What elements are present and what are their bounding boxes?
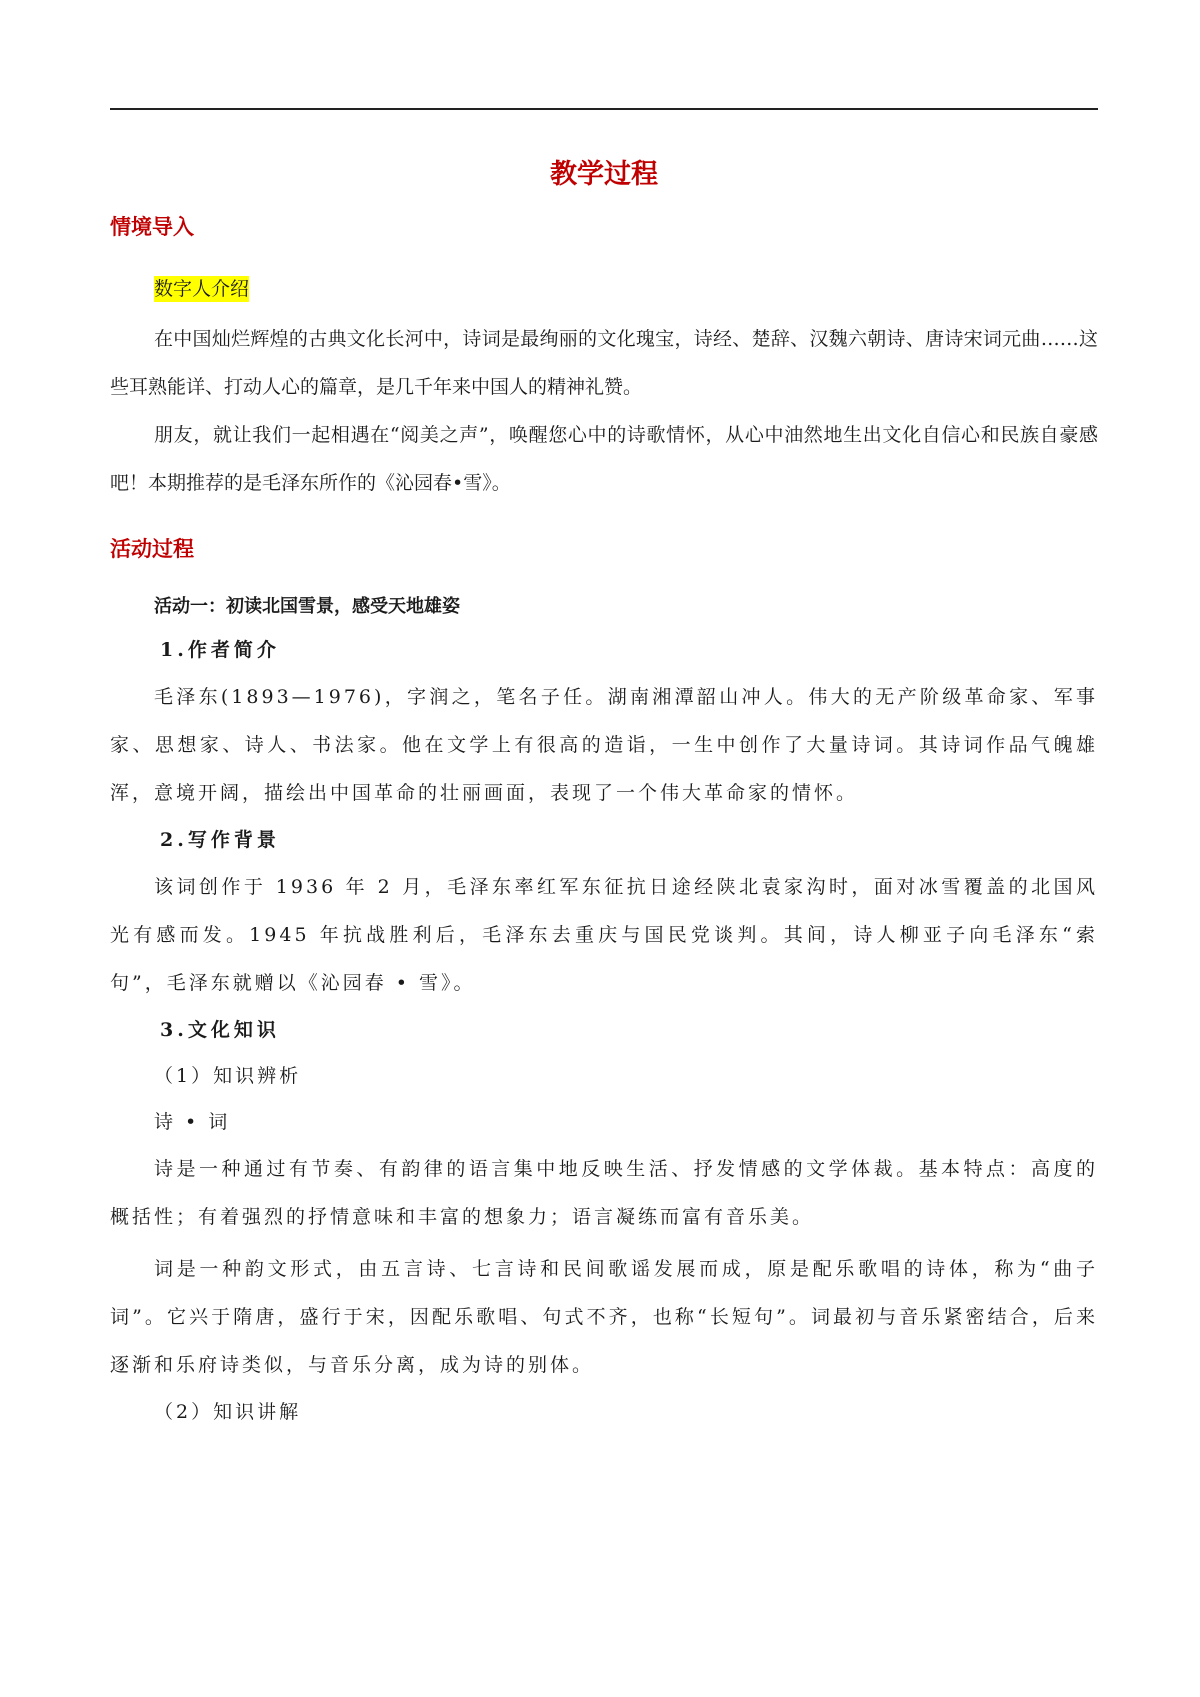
document-body: [110, 155, 1098, 1435]
ci-paragraph: 词是一种韵文形式，由五言诗、七言诗和民间歌谣发展而成，原是配乐歌唱的诗体，称为“曲子词”。它兴于隋唐，盛行于宋，因配乐歌唱、句式不齐，也称“长短句”。词最初与音乐紧密结合，后来逐渐和乐府诗类似，与音乐分离，成为诗的别体。: [110, 1258, 1098, 1376]
section-heading-intro: 情境导入: [110, 215, 194, 239]
highlight-text: 数字人介绍: [154, 278, 250, 300]
knowledge-analysis-label: （1）知识辨析: [154, 1065, 302, 1087]
page-title: 教学过程: [550, 159, 658, 190]
section-heading-process: 活动过程: [110, 537, 194, 561]
background-heading: 2.写作背景: [160, 829, 280, 851]
shi-ci-label: 诗 • 词: [154, 1111, 231, 1133]
intro-paragraph-2: 朋友，就让我们一起相遇在“阅美之声”，唤醒您心中的诗歌情怀，从心中油然地生出文化自信心和民族自豪感吧！本期推荐的是毛泽东所作的《沁园春•雪》。: [110, 424, 1098, 494]
author-paragraph: 毛泽东(1893—1976)，字润之，笔名子任。湖南湘潭韶山冲人。伟大的无产阶级革命家、军事家、思想家、诗人、书法家。他在文学上有很高的造诣，一生中创作了大量诗词。其诗词作品气魄雄浑，意境开阔，描绘出中国革命的壮丽画面，表现了一个伟大革命家的情怀。: [110, 686, 1098, 804]
author-heading: 1.作者简介: [160, 639, 280, 661]
activity-heading: 活动一：初读北国雪景，感受天地雄姿: [154, 596, 460, 617]
header-rule: [110, 108, 1098, 110]
knowledge-explain-label: （2）知识讲解: [154, 1401, 302, 1423]
background-paragraph: 该词创作于 1936 年 2 月，毛泽东率红军东征抗日途经陕北袁家沟时，面对冰雪覆盖的北国风光有感而发。1945 年抗战胜利后，毛泽东去重庆与国民党谈判。其间，诗人柳亚子向毛泽东“索句”，毛泽东就赠以《沁园春 • 雪》。: [110, 876, 1098, 994]
shi-paragraph: 诗是一种通过有节奏、有韵律的语言集中地反映生活、抒发情感的文学体裁。基本特点：高度的概括性；有着强烈的抒情意味和丰富的想象力；语言凝练而富有音乐美。: [110, 1158, 1098, 1228]
intro-paragraph-1: 在中国灿烂辉煌的古典文化长河中，诗词是最绚丽的文化瑰宝，诗经、楚辞、汉魏六朝诗、唐诗宋词元曲……这些耳熟能详、打动人心的篇章，是几千年来中国人的精神礼赞。: [110, 328, 1098, 398]
culture-heading: 3.文化知识: [160, 1019, 280, 1041]
highlight-label: [110, 267, 1098, 311]
